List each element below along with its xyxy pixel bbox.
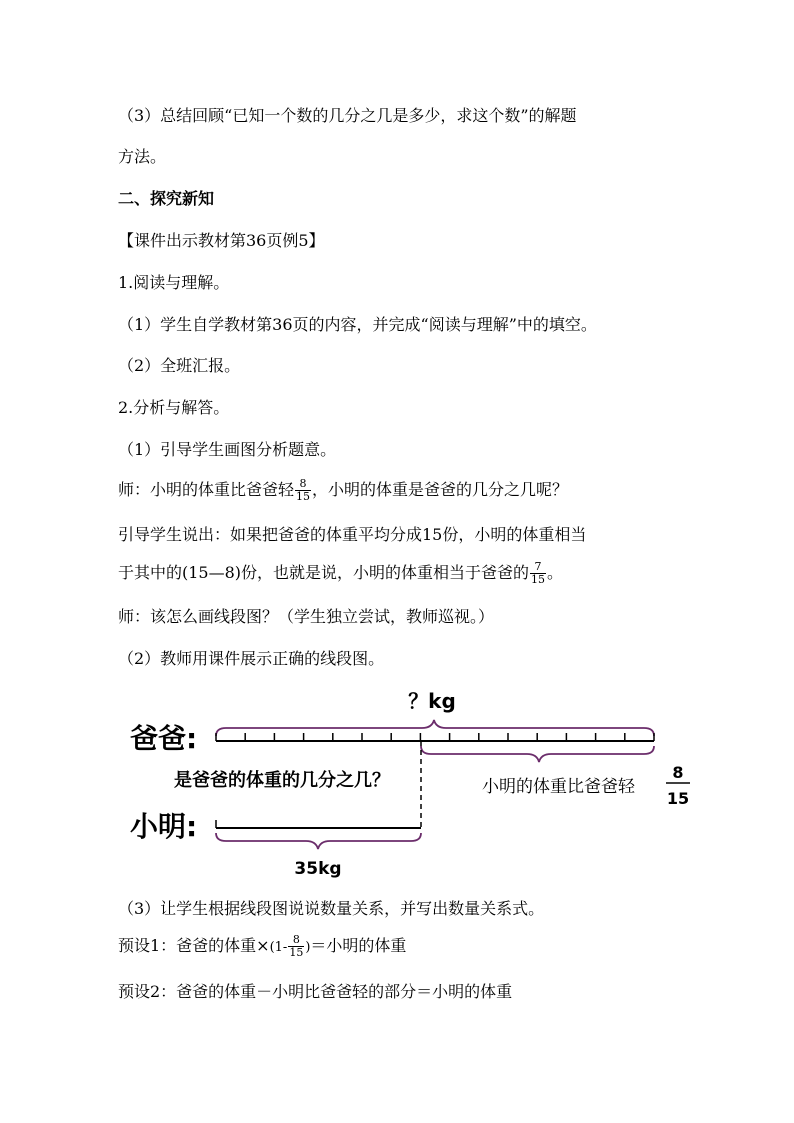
preset-1-paren-close: ) <box>305 940 311 955</box>
section-heading: 二、探究新知 <box>118 189 215 208</box>
text-line-summary: （3）总结回顾“已知一个数的几分之几是多少，求这个数”的解题 <box>118 106 577 125</box>
preset-1-post: ＝小明的体重 <box>310 936 407 955</box>
lighter-label: 小明的体重比爸爸轻 <box>482 777 635 797</box>
top-brace <box>216 720 654 736</box>
fraction-7-15 <box>530 561 546 586</box>
dad-weight-label: ？kg <box>408 689 456 713</box>
lighter-brace <box>421 746 654 762</box>
dad-segment-ticks <box>216 733 654 741</box>
teacher-question-1 <box>118 478 568 503</box>
fraction-denominator: 15 <box>531 573 546 586</box>
teacher-question-1-pre: 师：小明的体重比爸爸轻 <box>118 480 295 499</box>
preset-1 <box>118 934 406 959</box>
guide-line-1: 引导学生说出：如果把爸爸的体重平均分成15份，小明的体重相当 <box>118 525 587 544</box>
guide-line-2-post: 。 <box>547 563 564 582</box>
teacher-question-2: 师：该怎么画线段图？（学生独立尝试，教师巡视。） <box>118 607 495 626</box>
fraction-8-15 <box>295 478 311 503</box>
lighter-fraction-numerator: 8 <box>672 763 684 782</box>
guide-line-2 <box>118 561 563 586</box>
step-1-2: （2）全班汇报。 <box>118 356 241 375</box>
fraction-numerator: 8 <box>292 933 300 946</box>
courseware-note: 【课件出示教材第36页例5】 <box>118 231 325 250</box>
step-1-1: （1）学生自学教材第36页的内容，并完成“阅读与理解”中的填空。 <box>118 315 597 334</box>
lighter-fraction-denominator: 15 <box>666 789 690 808</box>
preset-2: 预设2：爸爸的体重－小明比爸爸轻的部分＝小明的体重 <box>118 982 513 1001</box>
dad-label: 爸爸: <box>130 722 198 755</box>
question-label: 是爸爸的体重的几分之几？ <box>174 770 390 791</box>
fraction-numerator: 7 <box>534 560 542 573</box>
ming-weight-label: 35kg <box>294 859 342 879</box>
guide-line-2-pre: 于其中的(15—8)份，也就是说，小明的体重相当于爸爸的 <box>118 563 530 582</box>
teacher-question-1-post: ，小明的体重是爸爸的几分之几呢？ <box>312 480 569 499</box>
fraction-denominator: 15 <box>289 946 304 959</box>
preset-1-paren-open: (1- <box>269 940 288 955</box>
text-line-method: 方法。 <box>118 147 167 166</box>
line-segment-diagram <box>0 680 794 880</box>
preset-1-pre: 预设1：爸爸的体重× <box>118 936 270 955</box>
step-2-2: （2）教师用课件展示正确的线段图。 <box>118 649 385 668</box>
step-2-3: （3）让学生根据线段图说说数量关系，并写出数量关系式。 <box>118 899 545 918</box>
ming-label: 小明: <box>130 810 198 843</box>
fraction-8-15 <box>288 934 304 959</box>
step-2-heading: 2.分析与解答。 <box>118 398 230 417</box>
step-2-1: （1）引导学生画图分析题意。 <box>118 440 337 459</box>
fraction-denominator: 15 <box>296 490 311 503</box>
fraction-numerator: 8 <box>299 477 307 490</box>
step-1-heading: 1.阅读与理解。 <box>118 273 230 292</box>
ming-brace <box>216 833 421 849</box>
